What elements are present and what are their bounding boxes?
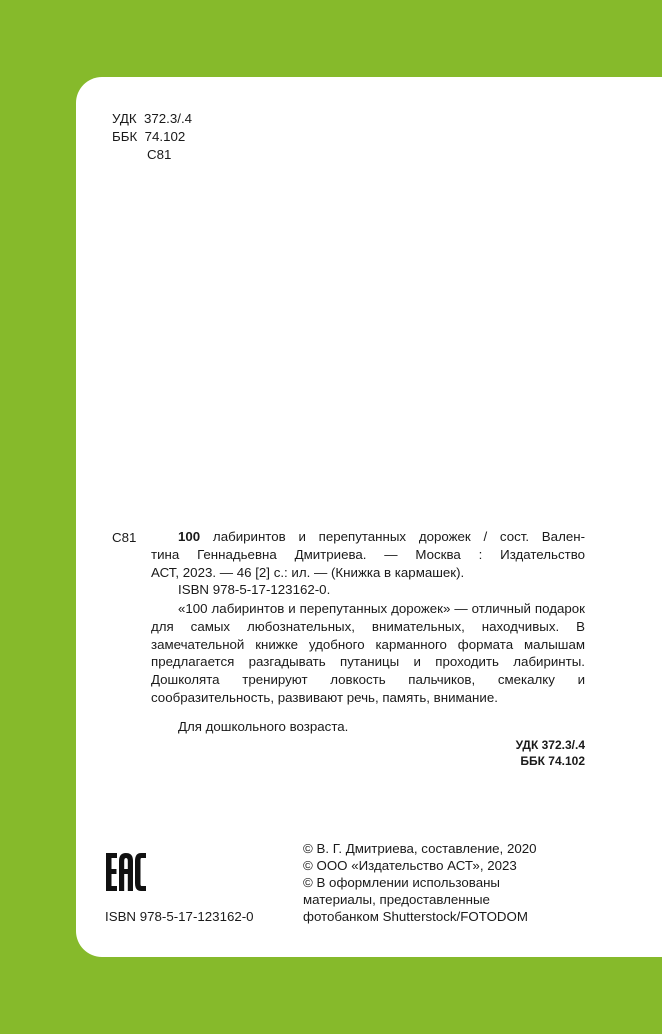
bibliographic-entry <box>151 528 585 599</box>
entry-isbn: ISBN 978-5-17-123162-0. <box>178 582 331 598</box>
imprint-page <box>76 77 662 957</box>
annotation: «100 лабиринтов и перепутанных дорожек» — отличный подарок для самых любознательных, внимательных, находчивых. В замечательной книжке удобного карманного формата малышам предлагается разгадывать путаницы и проходить лабиринты. Дошколята тренируют ловкость пальчиков, смекалку и сообразительность, развивают речь, память, внимание. <box>151 601 585 705</box>
entry-line-2: тина Геннадьевна Дмитриева. — Москва : Издательство <box>151 546 585 562</box>
udk-top: УДК 372.3/.4 <box>112 111 193 126</box>
eac-icon <box>103 849 149 895</box>
eac-certification-logo <box>103 849 149 895</box>
entry-line-3: АСТ, 2023. — 46 [2] с.: ил. — (Книжка в кармашек). <box>151 564 465 580</box>
copyright-publisher: © ООО «Издательство АСТ», 2023 <box>303 858 517 873</box>
author-mark-top: С81 <box>147 147 172 162</box>
footer-isbn: ISBN 978-5-17-123162-0 <box>105 909 254 924</box>
copyright-design-l1: © В оформлении использованы <box>303 875 500 890</box>
copyright-design-l2: материалы, предоставленные <box>303 892 490 907</box>
age-rating: Для дошкольного возраста. <box>178 719 349 734</box>
entry-line-1: 100 лабиринтов и перепутанных дорожек / сост. Вален- <box>178 529 585 544</box>
udk-right: УДК 372.3/.4 <box>515 738 585 752</box>
bbk-top: ББК 74.102 <box>112 129 186 144</box>
copyright-design-l3: фотобанком Shutterstock/FOTODOM <box>303 909 528 924</box>
bbk-right: ББК 74.102 <box>520 754 585 768</box>
copyright-compiler: © В. Г. Дмитриева, составление, 2020 <box>303 841 537 856</box>
author-mark-entry: С81 <box>112 530 137 545</box>
